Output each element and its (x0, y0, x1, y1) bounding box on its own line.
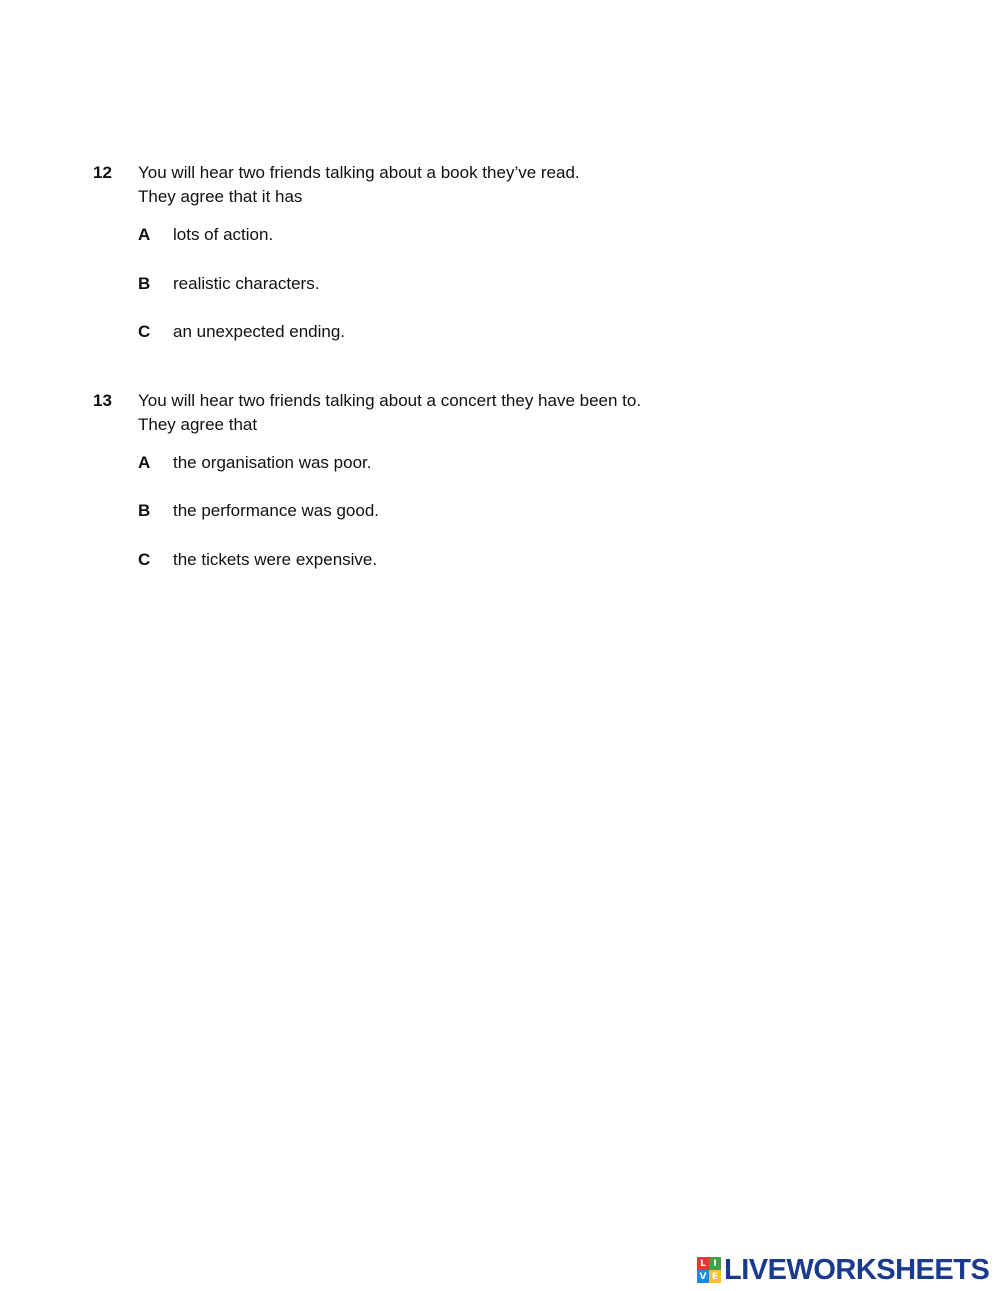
question-stem (138, 161, 838, 209)
option-text: the performance was good. (173, 501, 380, 520)
question-stem-line: You will hear two friends talking about a concert they have been to. (138, 391, 642, 410)
brand-text: LIVEWORKSHEETS (724, 1254, 990, 1286)
option-a[interactable] (0, 223, 1000, 247)
logo-letter-l: L (697, 1257, 709, 1270)
option-letter: A (138, 225, 151, 244)
option-text: the tickets were expensive. (173, 550, 378, 569)
option-b[interactable] (0, 272, 1000, 296)
option-a[interactable] (0, 451, 1000, 475)
option-text: realistic characters. (173, 274, 320, 293)
question-stem-line: They agree that (138, 415, 258, 434)
question-13 (0, 389, 1000, 579)
logo-letter-i: I (709, 1257, 721, 1270)
option-letter: C (138, 322, 151, 341)
option-letter: C (138, 550, 151, 569)
option-b[interactable] (0, 499, 1000, 523)
option-c[interactable] (0, 548, 1000, 572)
question-stem-line: They agree that it has (138, 187, 303, 206)
liveworksheets-logo-icon (697, 1257, 721, 1283)
option-letter: B (138, 501, 151, 520)
option-text: the organisation was poor. (173, 453, 372, 472)
question-stem (138, 389, 838, 437)
question-12 (0, 161, 1000, 351)
option-letter: A (138, 453, 151, 472)
logo-letter-v: V (697, 1270, 709, 1283)
option-text: lots of action. (173, 225, 274, 244)
option-text: an unexpected ending. (173, 322, 346, 341)
question-number: 13 (93, 391, 112, 410)
question-number: 12 (93, 163, 112, 182)
option-letter: B (138, 274, 151, 293)
liveworksheets-brand (697, 1255, 989, 1285)
logo-letter-e: E (709, 1270, 721, 1283)
option-c[interactable] (0, 320, 1000, 344)
question-stem-line: You will hear two friends talking about a book they’ve read. (138, 163, 580, 182)
